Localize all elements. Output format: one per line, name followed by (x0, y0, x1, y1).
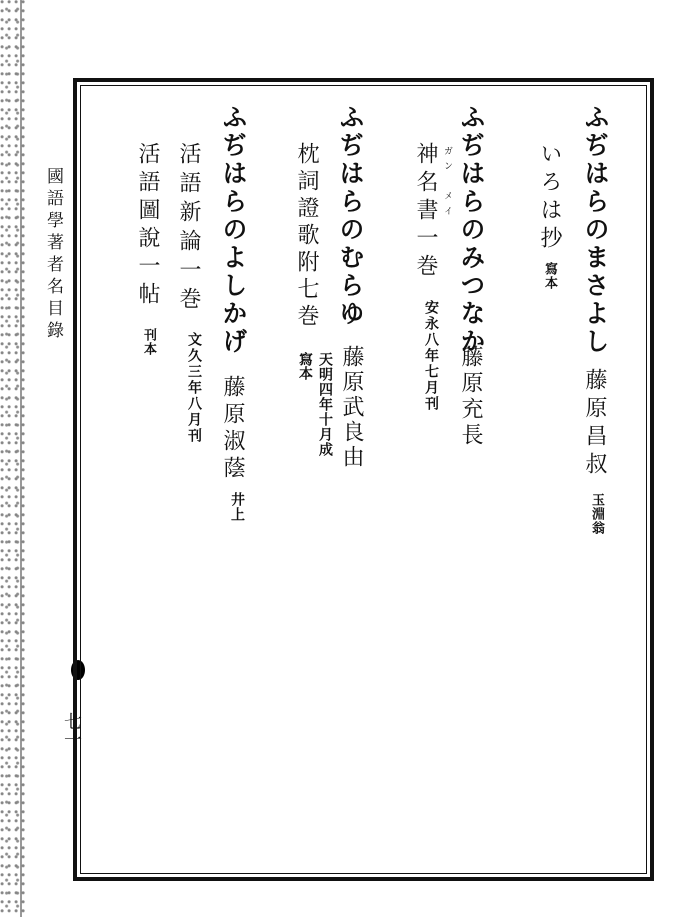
entry-title: いろは抄 (537, 142, 562, 254)
running-header (44, 167, 61, 343)
entry-author-note: 玉淵翁 (589, 493, 604, 535)
entry-publication-a: 天明四年十月成 (317, 352, 333, 457)
page-number: 七一 (61, 712, 82, 748)
page-edge-speckle (0, 0, 26, 917)
page-edge-line (20, 0, 22, 917)
entry-heading: ふぢはらのよしかげ (219, 104, 248, 356)
running-header-first-char: 國 (43, 167, 63, 189)
entry-heading: ふぢはらのまさよし (581, 104, 610, 356)
entry-publication: 安永八年七月刊 (423, 300, 439, 412)
entry-publication-b: 寫本 (297, 352, 313, 380)
entry-heading: ふぢはらのむらゆ (336, 104, 365, 328)
entry-title: 枕詞證歌附七巻 (294, 142, 319, 331)
entry-ruby: ガン メイ (442, 146, 452, 221)
entry-author: 藤原昌叔 (582, 368, 607, 480)
entry-title: 神名書一巻 (413, 142, 438, 282)
entry-title: 活語新論一巻 (176, 142, 201, 316)
entry-heading: ふぢはらのみつなか (457, 104, 486, 356)
entry-title: 活語圖說一帖 (135, 142, 160, 310)
running-header-text: 語學著者名目錄 (43, 189, 63, 343)
entry-publication: 文久三年八月刊 (186, 332, 202, 444)
entry-title-note: 刊本 (141, 328, 156, 356)
entry-title-note: 寫本 (542, 262, 557, 290)
entry-author: 藤原武良由 (339, 345, 364, 470)
entry-author: 藤原淑蔭 (220, 375, 245, 483)
entry-author: 藤原充長 (458, 345, 483, 449)
entry-author-note: 井上 (229, 492, 245, 522)
